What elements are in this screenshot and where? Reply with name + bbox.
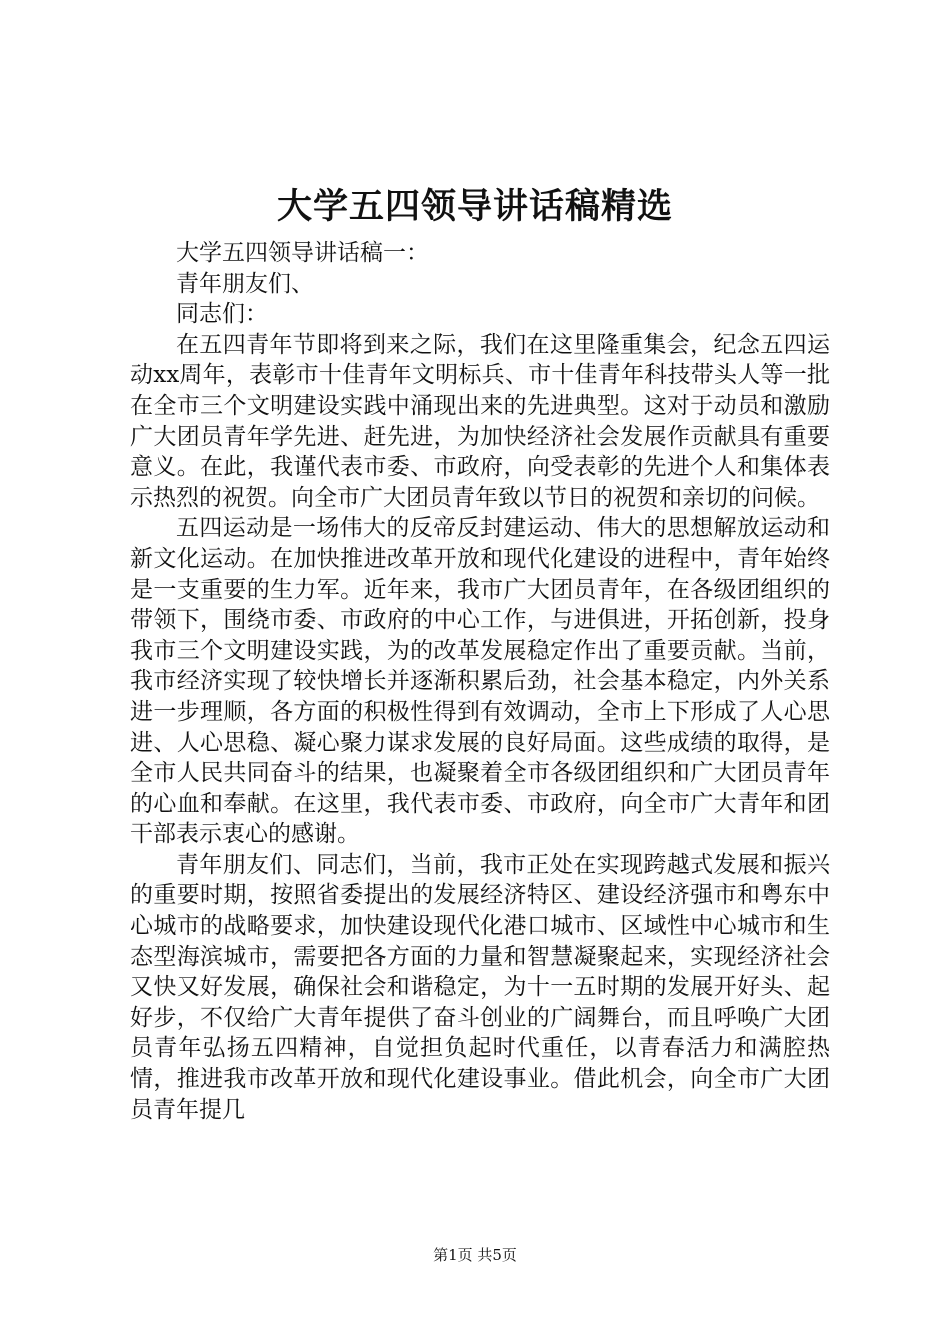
body-paragraph: 青年朋友们、同志们，当前，我市正处在实现跨越式发展和振兴的重要时期，按照省委提出的发展经济特区、建设经济强市和粤东中心城市的战略要求，加快建设现代化港口城市、区域性中心城市和生态型海滨城市，需要把各方面的力量和智慧凝聚起来，实现经济社会又快又好发展，确保社会和谐稳定，为十一五时期的发展开好头、起好步，不仅给广大青年提供了奋斗创业的广阔舞台，而且呼唤广大团员青年弘扬五四精神，自觉担负起时代重任，以青春活力和满腔热情，推进我市改革开放和现代化建设事业。借此机会，向全市广大团员青年提几 xyxy=(130,851,830,1123)
salutation-line: 同志们： xyxy=(176,301,268,328)
document-body xyxy=(130,238,830,1125)
salutation-heading: 大学五四领导讲话稿一： xyxy=(176,240,429,266)
body-paragraph: 五四运动是一场伟大的反帝反封建运动、伟大的思想解放运动和新文化运动。在加快推进改革开放和现代化建设的进程中，青年始终是一支重要的生力军。近年来，我市广大团员青年，在各级团组织的带领下，围绕市委、市政府的中心工作，与进俱进，开拓创新，投身我市三个文明建设实践，为的改革发展稳定作出了重要贡献。当前，我市经济实现了较快增长并逐渐积累后劲，社会基本稳定，内外关系进一步理顺，各方面的积极性得到有效调动，全市上下形成了人心思进、人心思稳、凝心聚力谋求发展的良好局面。这些成绩的取得，是全市人民共同奋斗的结果，也凝聚着全市各级团组织和广大团员青年的心血和奉献。在这里，我代表市委、市政府，向全市广大青年和团干部表示衷心的感谢。 xyxy=(130,515,830,848)
salutation-line: 青年朋友们、 xyxy=(176,270,314,297)
document-title: 大学五四领导讲话稿精选 xyxy=(276,186,673,227)
page-indicator: 第1页 共5页 xyxy=(433,1246,517,1264)
body-paragraph: 在五四青年节即将到来之际，我们在这里隆重集会，纪念五四运动xx周年，表彰市十佳青年文明标兵、市十佳青年科技带头人等一批在全市三个文明建设实践中涌现出来的先进典型。这对于动员和激励广大团员青年学先进、赶先进，为加快经济社会发展作贡献具有重要意义。在此，我谨代表市委、市政府，向受表彰的先进个人和集体表示热烈的祝贺。向全市广大团员青年致以节日的祝贺和亲切的问候。 xyxy=(130,331,830,511)
